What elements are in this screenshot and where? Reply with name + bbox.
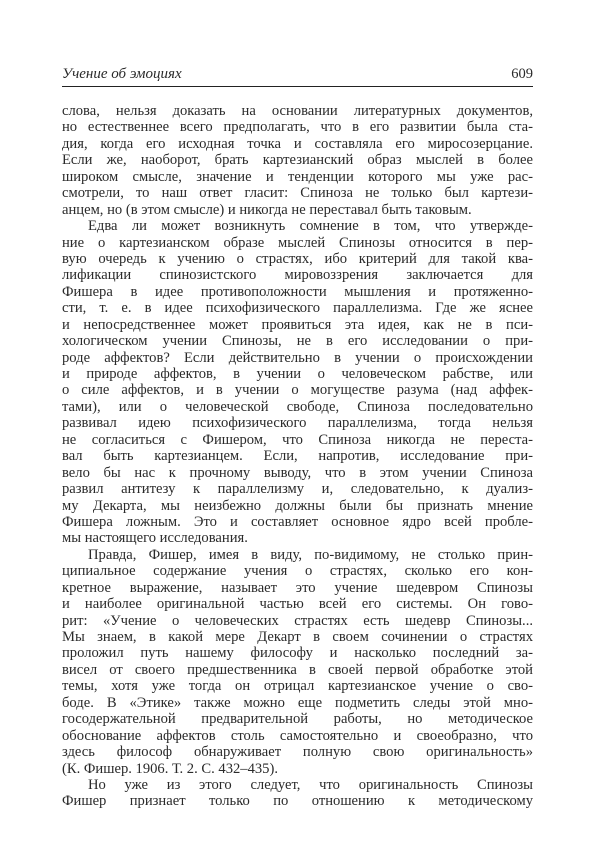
text-line: тами), или о человеческой свободе, Спиноза последовательно [62,398,533,415]
text-line: и наиболее оригинальной частью всей его системы. Он гово- [62,596,533,613]
text-line: му Декарта, мы неизбежно должны были бы признать мнение [62,497,533,514]
text-line: вую очередь к учению о страстях, ибо критерий для такой ква- [62,250,533,267]
paragraph [62,218,533,547]
text-line: Едва ли может возникнуть сомнение в том, что утвержде- [88,218,533,235]
body-text [62,103,533,810]
text-line: (К. Фишер. 1906. Т. 2. С. 432–435). [62,760,278,777]
text-line: роде аффектов? Если действительно в учении о происхождении [62,349,533,366]
paragraph [62,103,533,218]
text-line: развивал идею психофизического параллелизма, тогда нельзя [62,415,533,432]
text-line: темы, хотя уже тогда он отрицал картезианское учение о сво- [62,678,533,695]
text-line: проложил путь нашему философу и насколько последний за- [62,645,533,662]
text-line: Правда, Фишер, имея в виду, по-видимому, не столько прин- [88,546,533,563]
text-line: широком смысле, значение и тенденции которого мы уже рас- [62,168,533,185]
text-line: ципиальное содержание учения о страстях, сколько его кон- [62,563,533,580]
text-line: не согласиться с Фишером, что Спиноза никогда не переста- [62,431,533,448]
text-line: лификации спинозистского мировоззрения заключается для [62,267,533,284]
text-line: слова, нельзя доказать на основании литературных документов, [62,103,533,119]
text-line: Мы знаем, в какой мере Декарт в своем сочинении о страстях [62,629,533,645]
text-line: здесь философ обнаруживает полную свою оригинальность» [62,744,533,761]
text-line: Но уже из этого следует, что оригинальность Спинозы [88,776,533,793]
text-line: и природе аффектов, в учении о человеческом рабстве, или [62,366,533,382]
text-line: Фишера в идее противоположности мышления и протяженно- [62,283,533,300]
text-line: рит: «Учение о человеческих страстях есть шедевр Спинозы... [62,612,533,629]
text-line: ние о картезианском образе мыслей Спинозы относится в пер- [62,234,533,251]
running-header [62,66,533,87]
text-line: кретное выражение, называет это учение шедевром Спинозы [62,579,533,596]
text-line: и непосредственнее может проявиться эта идея, как не в пси- [62,316,533,333]
text-line: Фишер признает только по отношению к методическому [62,793,533,810]
text-line: госодержательной предварительной работы, но методическое [62,711,533,728]
text-line: боде. В «Этике» также можно еще подметить следы этой мно- [62,694,533,711]
text-line: развил антитезу к параллелизму и, следовательно, к дуализ- [62,481,533,498]
text-line: анцем, но (в этом смысле) и никогда не переставал быть таковым. [62,201,472,218]
text-line: Если же, наоборот, брать картезианский образ мыслей в более [62,152,533,169]
text-line: вал быть картезианцем. Если, напротив, исследование при- [62,448,533,465]
text-line: о силе аффектов, и в учении о могуществе разума (над аффек- [62,382,533,399]
text-line: Фишера ложным. Это и составляет основное ядро всей пробле- [62,513,533,530]
paragraph [62,547,533,777]
text-line: дия, когда его исходная точка и составляла его миросозерцание. [62,135,533,152]
text-line: вело бы нас к прочному выводу, что в этом учении Спиноза [62,464,533,481]
text-line: обоснование аффектов столь самостоятельно и своеобразно, что [62,727,533,744]
paragraph [62,777,533,810]
text-line: мы настоящего исследования. [62,530,248,547]
text-line: висел от своего предшественника в своей первой обработке этой [62,661,533,678]
page-number: 609 [511,66,533,82]
text-line: сти, т. е. в идее психофизического параллелизма. Где же яснее [62,300,533,317]
running-title: Учение об эмоциях [62,66,182,82]
text-line: но естественнее всего предполагать, что в его развитии была ста- [62,119,533,136]
text-line: хологическом учении Спинозы, не в его исследовании о при- [62,333,533,350]
text-line: смотрели, то наш ответ гласит: Спиноза не только был картези- [62,185,533,202]
